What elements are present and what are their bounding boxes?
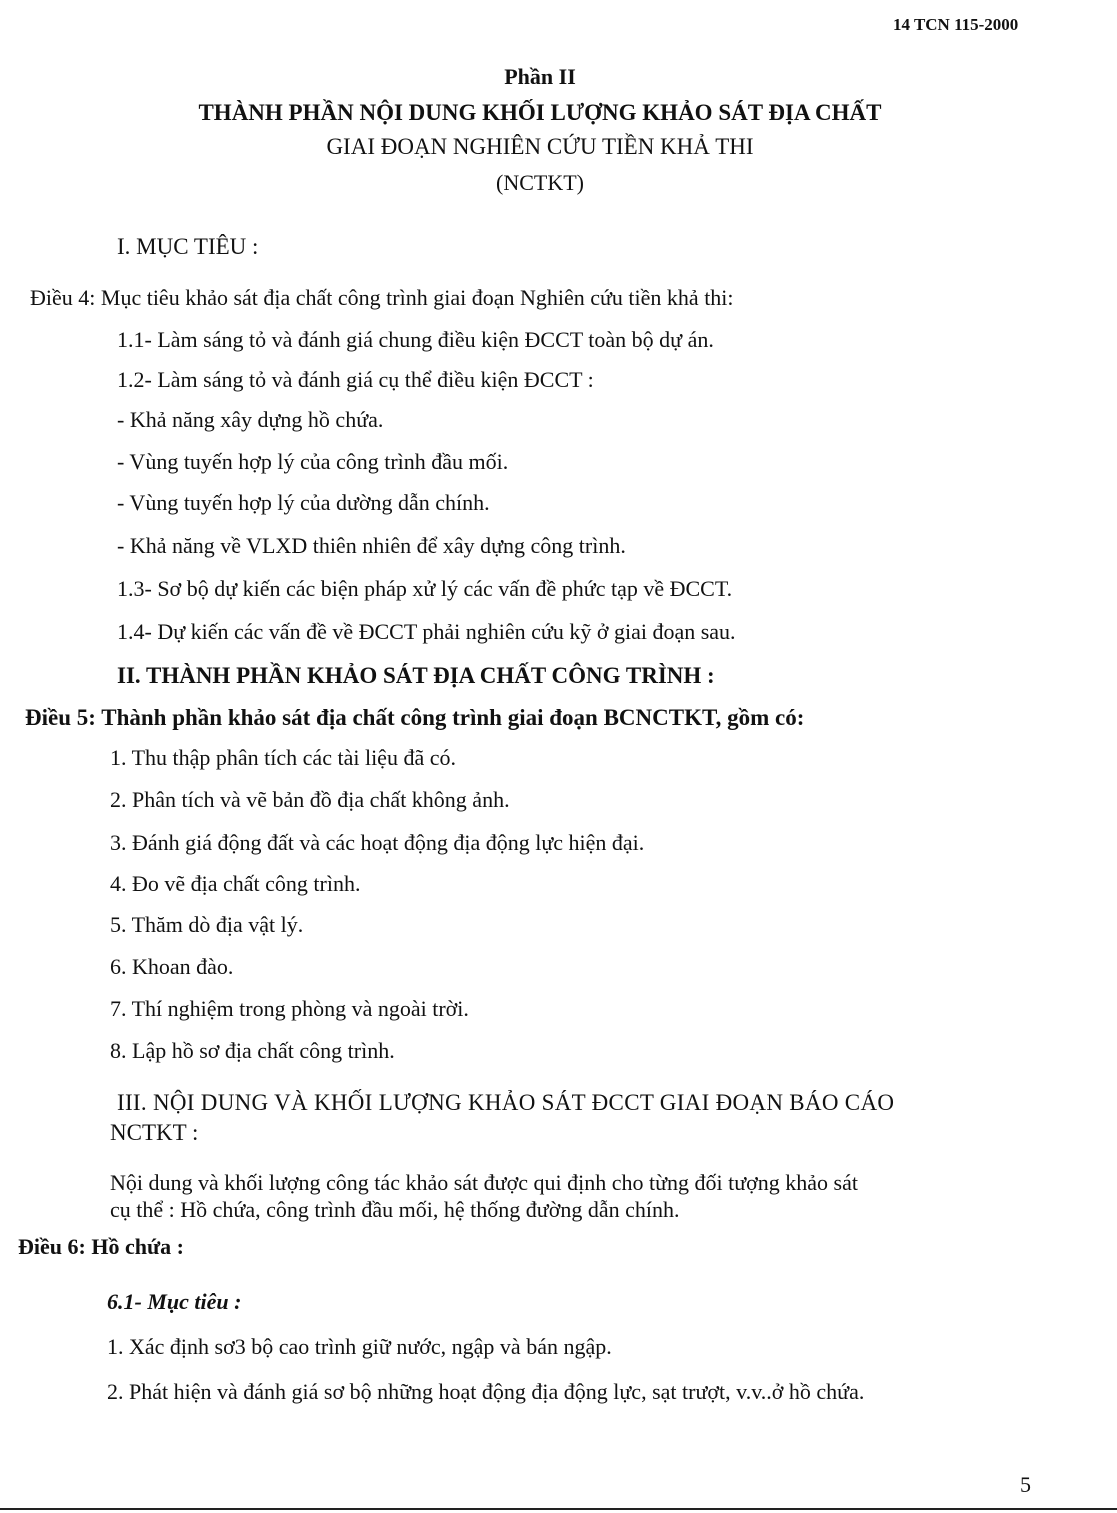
list-item: 1. Xác định sơ3 bộ cao trình giữ nước, ngập và bán ngập. bbox=[107, 1334, 612, 1359]
list-item: 6. Khoan đào. bbox=[110, 954, 234, 979]
article-6: Điều 6: Hồ chứa : bbox=[18, 1234, 184, 1259]
list-item: - Vùng tuyến hợp lý của dường dẫn chính. bbox=[117, 490, 490, 515]
part-label: Phần II bbox=[504, 64, 576, 89]
section-3-heading-line-1: III. NỘI DUNG VÀ KHỐI LƯỢNG KHẢO SÁT ĐCCT GIAI ĐOẠN BÁO CÁO bbox=[117, 1090, 895, 1115]
list-item: 1.1- Làm sáng tỏ và đánh giá chung điều kiện ĐCCT toàn bộ dự án. bbox=[117, 327, 714, 352]
section-3-heading-line-2: NCTKT : bbox=[110, 1120, 199, 1145]
list-item: 2. Phát hiện và đánh giá sơ bộ những hoạt động địa động lực, sạt trượt, v.v..ở hồ chứa. bbox=[107, 1379, 865, 1404]
bottom-rule bbox=[0, 1508, 1117, 1510]
list-item: - Khả năng về VLXD thiên nhiên để xây dựng công trình. bbox=[117, 533, 626, 558]
list-item: 7. Thí nghiệm trong phòng và ngoài trời. bbox=[110, 996, 469, 1021]
list-item: 8. Lập hồ sơ địa chất công trình. bbox=[110, 1038, 395, 1063]
subheading-6-1: 6.1- Mục tiêu : bbox=[107, 1289, 242, 1314]
article-4: Điều 4: Mục tiêu khảo sát địa chất công trình giai đoạn Nghiên cứu tiền khả thi: bbox=[30, 285, 734, 310]
list-item: 1.3- Sơ bộ dự kiến các biện pháp xử lý các vấn đề phức tạp về ĐCCT. bbox=[117, 576, 733, 601]
list-item: - Khả năng xây dựng hồ chứa. bbox=[117, 407, 384, 432]
list-item: 5. Thăm dò địa vật lý. bbox=[110, 912, 304, 937]
article-5: Điều 5: Thành phần khảo sát địa chất công trình giai đoạn BCNCTKT, gồm có: bbox=[25, 705, 805, 730]
title-line-1: THÀNH PHẦN NỘI DUNG KHỐI LƯỢNG KHẢO SÁT ĐỊA CHẤT bbox=[198, 100, 882, 125]
page-number: 5 bbox=[1020, 1472, 1031, 1497]
section-2-heading: II. THÀNH PHẦN KHẢO SÁT ĐỊA CHẤT CÔNG TRÌNH : bbox=[117, 663, 715, 688]
list-item: 2. Phân tích và vẽ bản đồ địa chất không ảnh. bbox=[110, 787, 510, 812]
paragraph-line-1: Nội dung và khối lượng công tác khảo sát được qui định cho từng đối tượng khảo sát bbox=[110, 1170, 858, 1195]
title-line-2: GIAI ĐOẠN NGHIÊN CỨU TIỀN KHẢ THI bbox=[326, 134, 754, 159]
list-item: - Vùng tuyến hợp lý của công trình đầu mối. bbox=[117, 449, 509, 474]
title-line-3: (NCTKT) bbox=[496, 170, 584, 195]
list-item: 1.2- Làm sáng tỏ và đánh giá cụ thể điều kiện ĐCCT : bbox=[117, 367, 594, 392]
list-item: 1. Thu thập phân tích các tài liệu đã có. bbox=[110, 745, 456, 770]
list-item: 4. Đo vẽ địa chất công trình. bbox=[110, 871, 361, 896]
document-code: 14 TCN 115-2000 bbox=[893, 15, 1019, 34]
list-item: 3. Đánh giá động đất và các hoạt động địa động lực hiện đại. bbox=[110, 830, 645, 855]
section-1-heading: I. MỤC TIÊU : bbox=[117, 234, 259, 259]
paragraph-line-2: cụ thể : Hồ chứa, công trình đầu mối, hệ thống đường dẫn chính. bbox=[110, 1197, 680, 1222]
list-item: 1.4- Dự kiến các vấn đề về ĐCCT phải nghiên cứu kỹ ở giai đoạn sau. bbox=[117, 619, 736, 644]
